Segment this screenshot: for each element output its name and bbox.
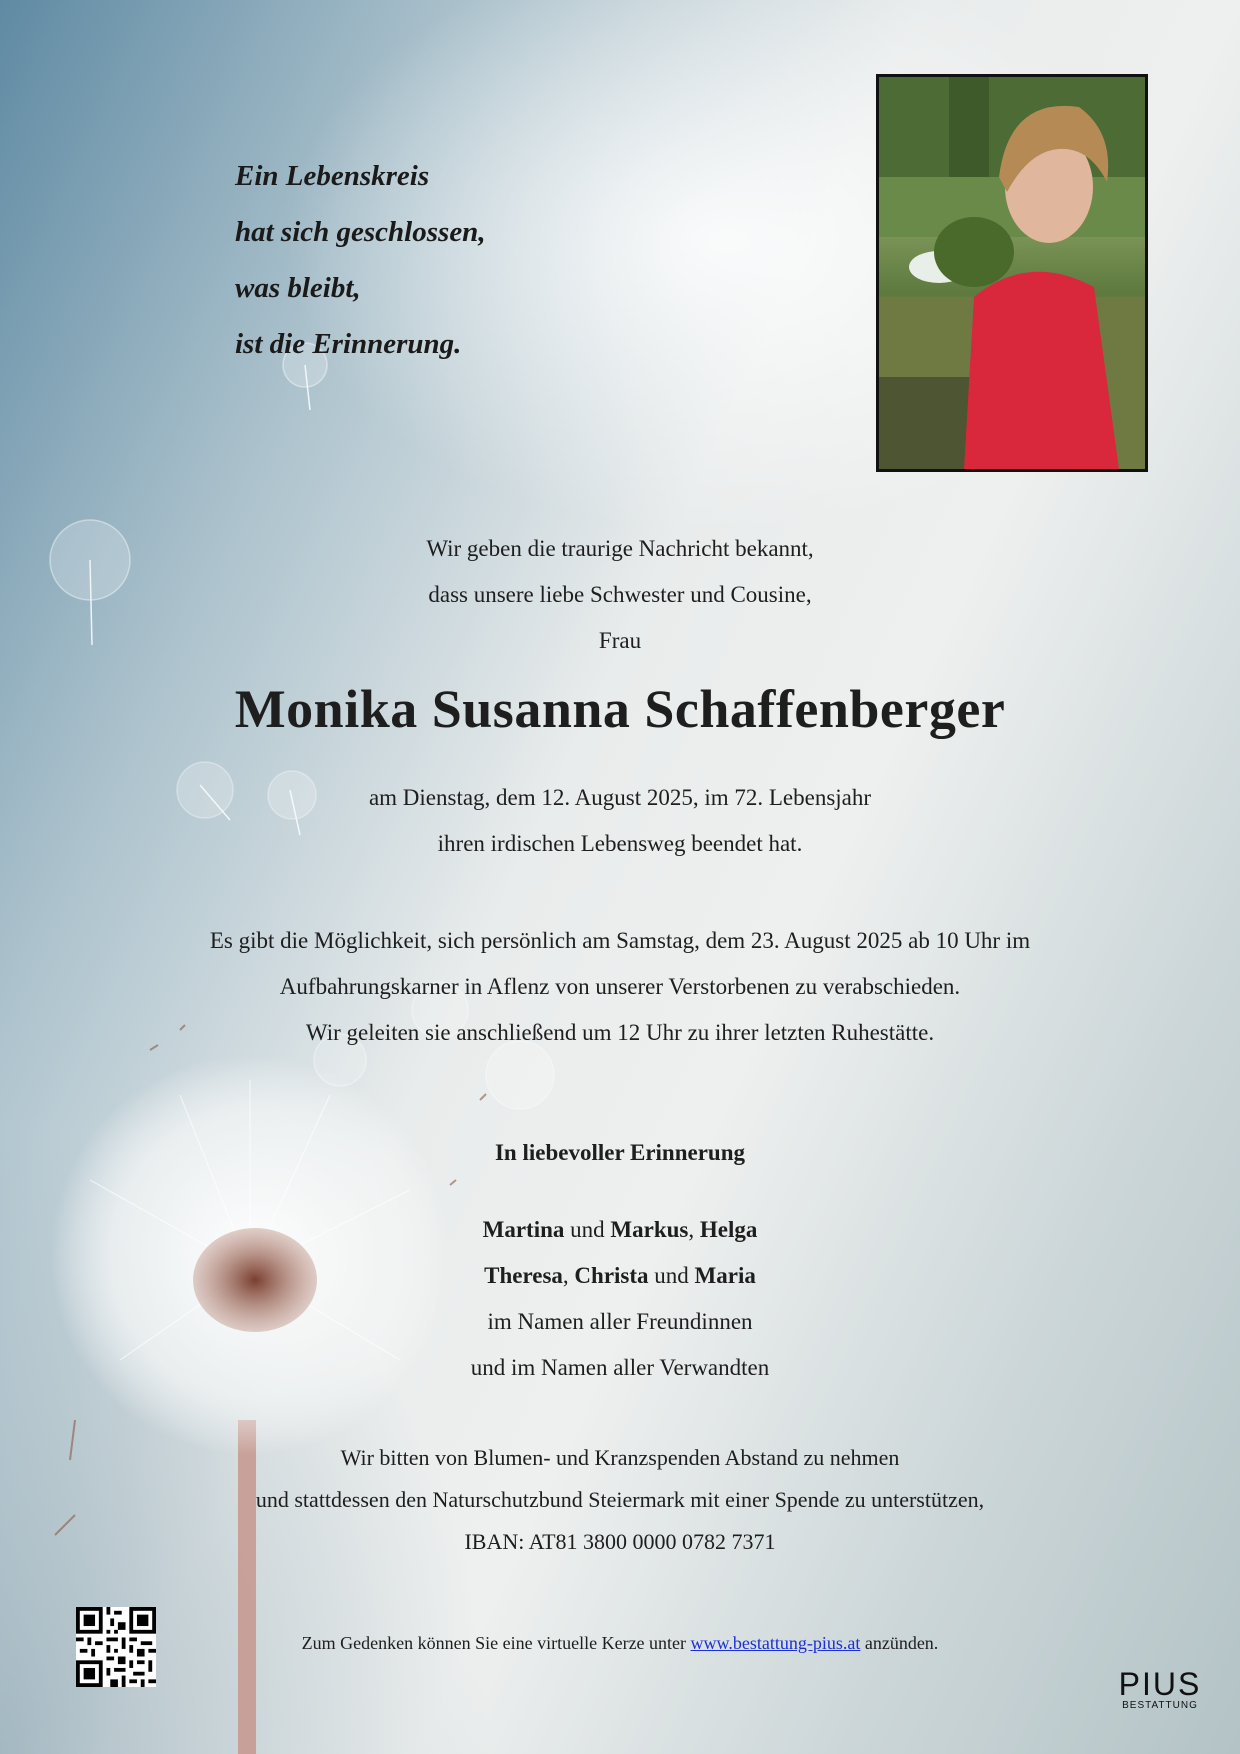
farewell-line: Wir geleiten sie anschließend um 12 Uhr zu ihrer letzten Ruhestätte. — [305, 1020, 935, 1045]
death-line: ihren irdischen Lebensweg beendet hat. — [437, 831, 803, 856]
death-notice — [0, 775, 1240, 867]
intro-line: Wir geben die traurige Nachricht bekannt, — [426, 536, 814, 561]
portrait-image — [879, 77, 1145, 469]
logo-brand: PIUS — [1118, 1666, 1202, 1702]
mourners-line-1 — [0, 1207, 1240, 1253]
mourner-name: Markus — [610, 1217, 689, 1242]
mourner-joiner: und — [564, 1217, 611, 1242]
donation-line: IBAN: AT81 3800 0000 0782 7371 — [464, 1529, 776, 1554]
mourner-name: Maria — [694, 1263, 756, 1288]
announcement-intro — [0, 526, 1240, 664]
mourners-heading: In liebevoller Erinnerung — [494, 1140, 746, 1165]
mourner-joiner: , — [688, 1217, 700, 1242]
mourners-line-4: und im Namen aller Verwandten — [470, 1355, 770, 1380]
pius-logo — [1115, 1668, 1205, 1718]
footer-note — [0, 1633, 1240, 1654]
farewell-line: Aufbahrungskarner in Aflenz von unserer Verstorbenen zu verabschieden. — [279, 974, 961, 999]
mourners-line-2 — [0, 1253, 1240, 1299]
footer-text: anzünden. — [860, 1633, 939, 1653]
farewell-line: Es gibt die Möglichkeit, sich persönlich am Samstag, dem 23. August 2025 ab 10 Uhr im — [209, 928, 1031, 953]
intro-line: dass unsere liebe Schwester und Cousine, — [428, 582, 812, 607]
mourner-name: Christa — [574, 1263, 649, 1288]
portrait-photo — [876, 74, 1148, 472]
mourner-name: Theresa — [484, 1263, 563, 1288]
intro-line: Frau — [598, 628, 642, 653]
donation-request — [0, 1437, 1240, 1563]
mourner-joiner: , — [562, 1263, 575, 1288]
mourner-name: Martina — [482, 1217, 565, 1242]
deceased-name: Monika Susanna Schaffenberger — [234, 679, 1006, 739]
farewell-notice — [0, 918, 1240, 1056]
mourners-line-3: im Namen aller Freundinnen — [487, 1309, 753, 1334]
quote-line: was bleibt, — [235, 272, 361, 304]
logo-subtitle: BESTATTUNG — [1122, 1700, 1198, 1711]
footer-text: Zum Gedenken können Sie eine virtuelle Kerze unter — [301, 1633, 691, 1653]
qr-code-icon[interactable] — [76, 1607, 156, 1687]
donation-line: und stattdessen den Naturschutzbund Steiermark mit einer Spende zu unterstützen, — [255, 1487, 985, 1512]
death-line: am Dienstag, dem 12. August 2025, im 72. Lebensjahr — [368, 785, 872, 810]
quote-block — [235, 148, 486, 372]
quote-line: ist die Erinnerung. — [235, 328, 462, 360]
quote-line: Ein Lebenskreis — [235, 160, 430, 192]
mourners-block — [0, 1130, 1240, 1391]
donation-line: Wir bitten von Blumen- und Kranzspenden Abstand zu nehmen — [340, 1445, 900, 1470]
website-link[interactable]: www.bestattung-pius.at — [690, 1633, 861, 1653]
mourner-name: Helga — [699, 1217, 758, 1242]
quote-line: hat sich geschlossen, — [235, 216, 486, 248]
mourner-joiner: und — [648, 1263, 695, 1288]
